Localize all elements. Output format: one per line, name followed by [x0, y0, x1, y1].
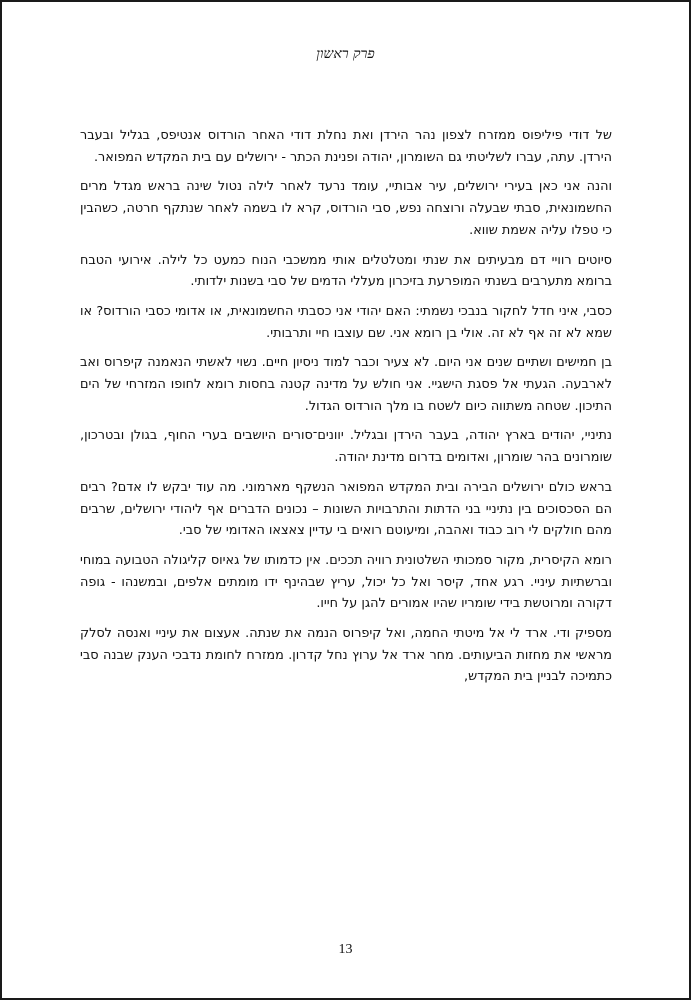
paragraph: בראש כולם ירושלים הבירה ובית המקדש המפואר הנשקף מארמוני. מה עוד יבקש לו אדם? רבים הם הסכסוכים בין נתיניי בני הדתות והתרבויות השונות – נכונים הדברים אף ליהודי ירושלים, שרבים מהם חולקים לי רוב כבוד ואהבה, ומיעוטם רואים בי עדיין צאצאו האדומי של סבי. [80, 479, 612, 539]
paragraph: נתיניי, יהודים בארץ יהודה, בעבר הירדן ובגליל. יוונים־סורים היושבים בערי החוף, בגולן ובטרכון, שומרונים בהר שומרון, ואדומים בדרום מדינת יהודה. [80, 428, 612, 466]
paragraph: והנה אני כאן בעירי ירושלים, עיר אבותיי, עומד נרעד לאחר לילה נטול שינה בראש מגדל מרים החשמונאית, סבתי שבעלה ורוצחה נפש, סבי הורדוס, קרא לו בשמה לאחר שנתקף חרטה, כשהבין כי טפלו עליה אשמת שווא. [80, 179, 612, 238]
paragraph: רומא הקיסרית, מקור סמכותי השלטונית רוויה תככים. אין כדמותו של גאיוס קליגולה הטבועה במוחי וברשתיות עיניי. רגע אחד, קיסר ואל כל יכול, עריץ שבהינף ידו מומתים אלפים, ובמשנהו - גופה דקורה ומרוטשת בידי שומריו שהיו אמורים להגן על חייו. [80, 552, 612, 612]
body-text [80, 125, 612, 696]
running-header: פרק ראשון [316, 46, 375, 62]
paragraph: כסבי, איני חדל לחקור בנבכי נשמתי: האם יהודי אני כסבתי החשמונאית, או אדומי כסבי הורדוס? או שמא לא זה אף לא זה. אולי בן רומא אני. שם עוצבו חיי ותרבותי. [80, 303, 612, 341]
paragraph: של דודי פיליפוס ממזרח לצפון נהר הירדן ואת נחלת דודי האחר הורדוס אנטיפס, בגליל ובעבר הירדן. עתה, עברו לשליטתי גם השומרון, יהודה ופנינת הכתר - ירושלים עם בית המקדש המפואר. [80, 128, 612, 165]
paragraph: מספיק ודי. ארד לי אל מיטתי החמה, ואל קיפרוס הנמה את שנתה. אעצום את עיניי ואנסה לסלק מראשי את מחזות הביעותים. מחר ארד אל ערוץ נחל קדרון. ממזרח לחומת נדבכי הענק שבנה סבי כתמיכה לבניין בית המקדש, [80, 626, 612, 685]
paragraph: סיוטים רוויי דם מבעיתים את שנתי ומטלטלים אותי ממשכבי הנוח כמעט כל לילה. אירועי הטבח ברומא מתערבים בשנתי המופרעת בזיכרון מעללי הדמים של סבי בשנות ילדותי. [80, 252, 612, 290]
paragraph: בן חמישים ושתיים שנים אני היום. לא צעיר וכבר למוד ניסיון חיים. נשוי לאשתי הנאמנה קיפרוס ואב לארבעה. הגעתי אל פסגת הישגיי. אני חולש על מדינה קטנה בחסות רומא לחופו המזרחי של הים התיכון. שטחה משתווה כיום לשטח בו מלך הורדוס הגדול. [80, 355, 612, 414]
page-number: 13 [338, 942, 353, 957]
